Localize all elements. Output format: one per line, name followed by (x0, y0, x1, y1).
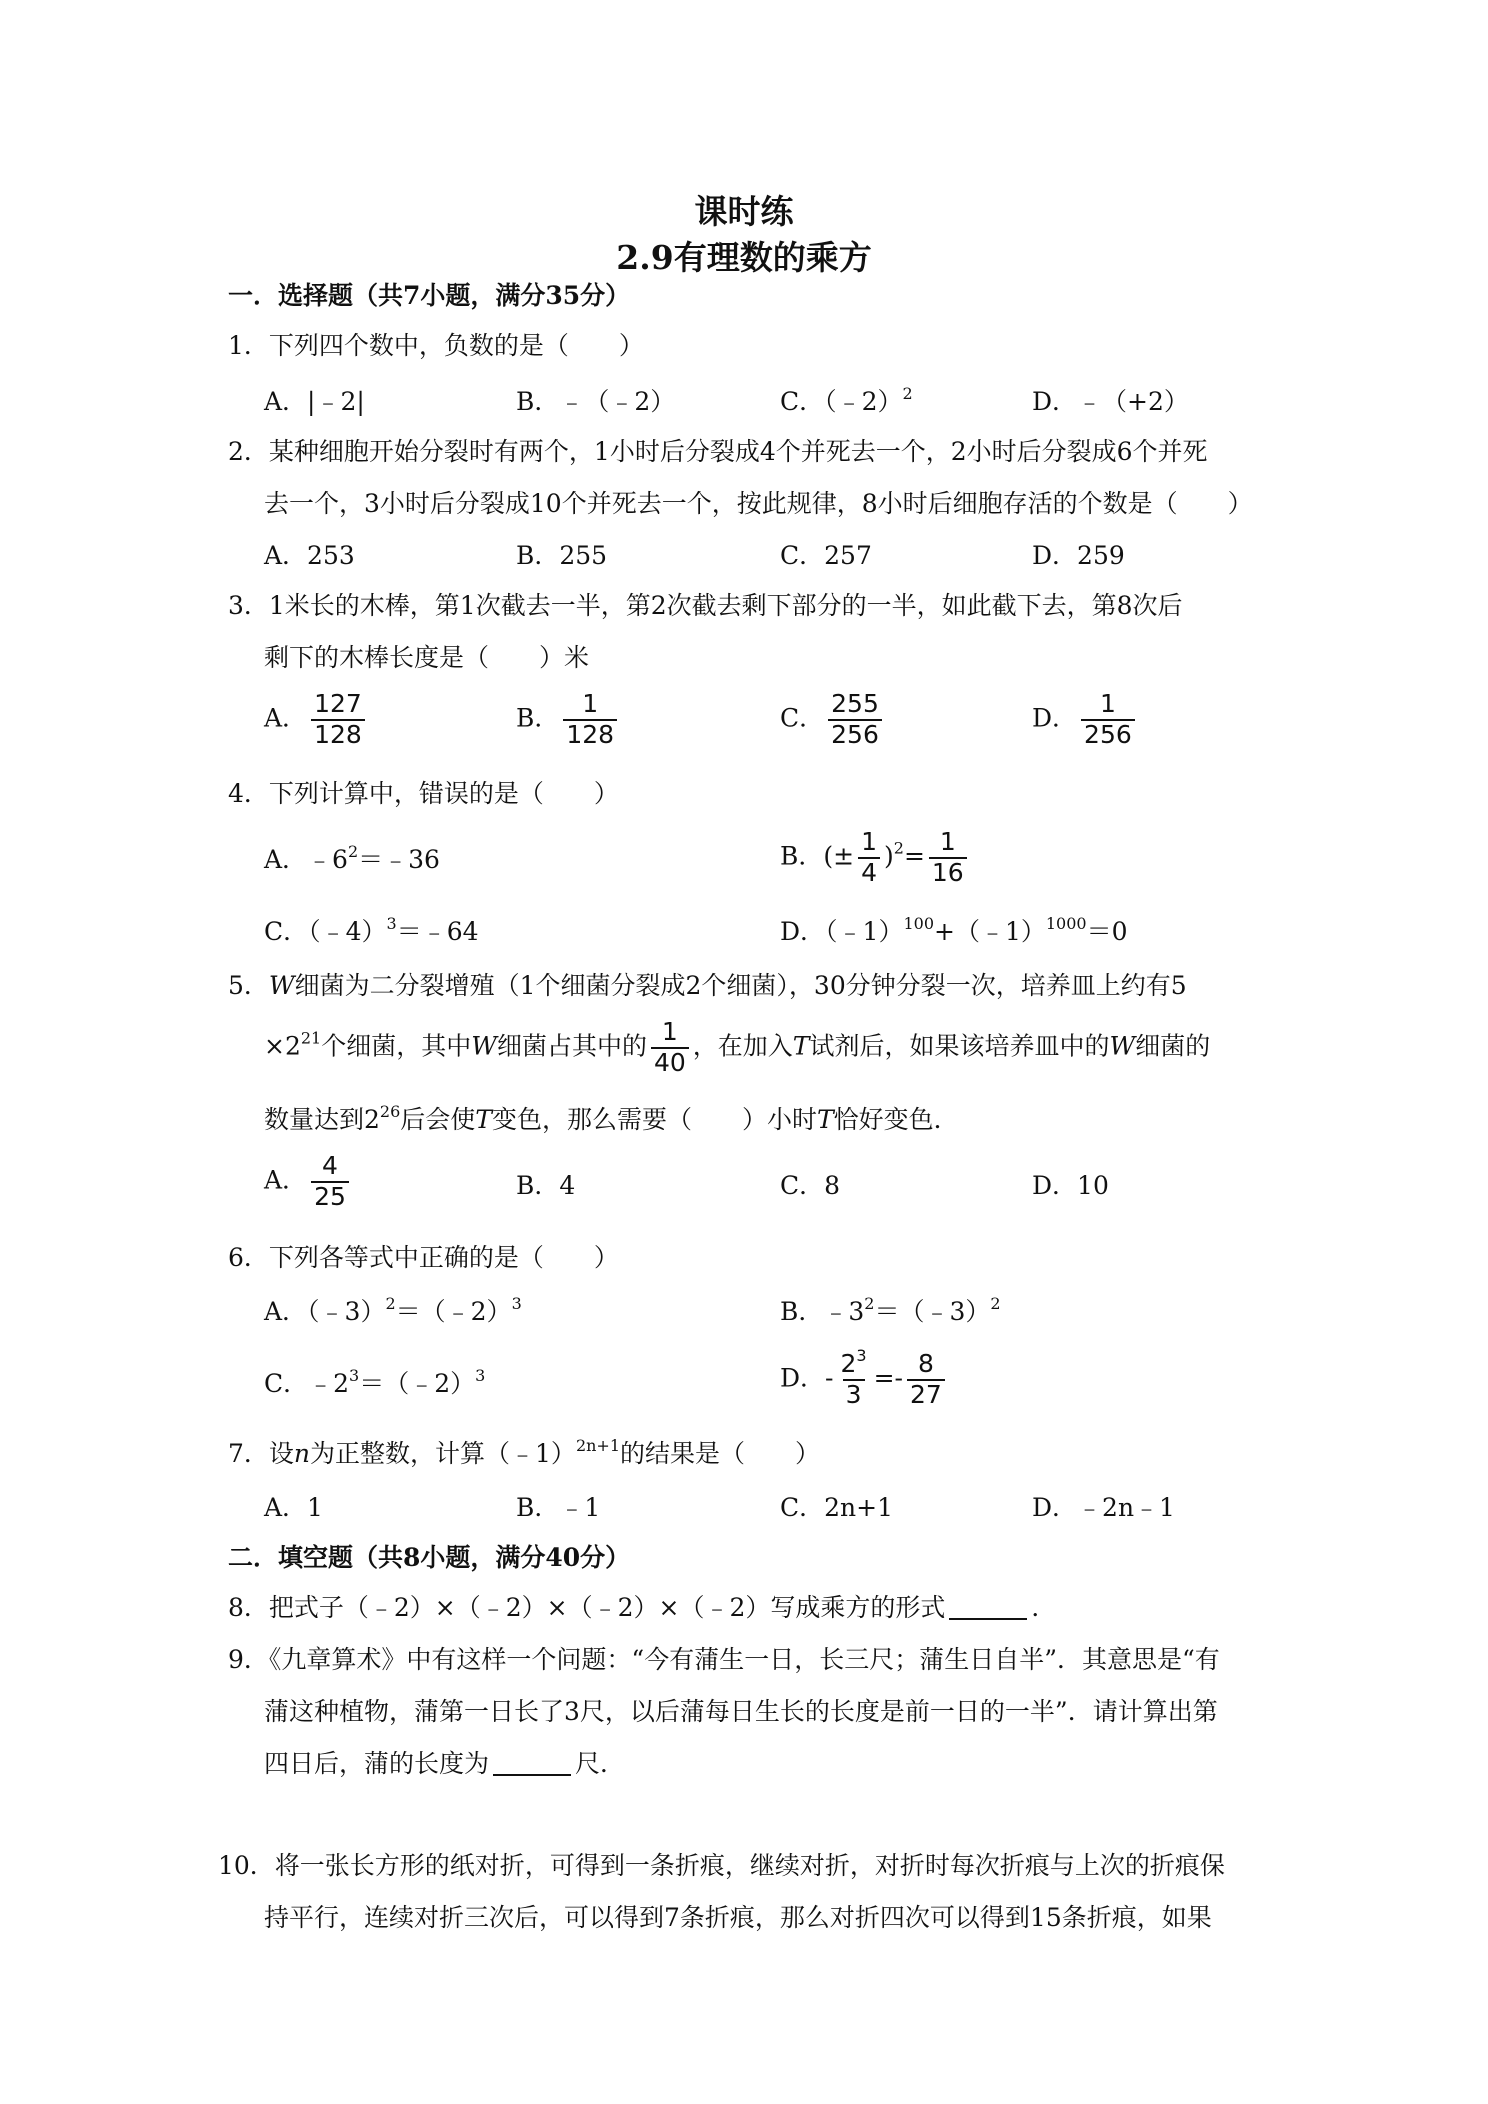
question-2-line2: 去一个，3小时后分裂成10个并死去一个，按此规律，8小时后细胞存活的个数是（ ） (264, 489, 1253, 518)
answer-blank (493, 1774, 571, 1776)
q5-option-a: A． $\frac{4}{25}$ (264, 1152, 353, 1212)
question-10-line1: 10．将一张长方形的纸对折，可得到一条折痕，继续对折，对折时每次折痕与上次的折痕保 (218, 1851, 1225, 1880)
answer-blank (949, 1618, 1027, 1620)
q4-option-c: C．（﹣4）$^3$＝﹣64 (264, 914, 479, 946)
page-subtitle: 2.9有理数的乘方 (616, 238, 872, 277)
q1-option-a: A．|﹣2| (264, 387, 365, 416)
q5-option-c: C．8 (780, 1171, 841, 1200)
fraction: $\frac{127}{128}$ (311, 690, 365, 750)
question-9-line2: 蒲这种植物，蒲第一日长了3尺，以后蒲每日生长的长度是前一日的一半”．请计算出第 (264, 1697, 1218, 1726)
section-heading-choice: 一．选择题（共7小题，满分35分） (228, 281, 631, 310)
fraction: $\frac{8}{27}$ (907, 1350, 945, 1410)
question-5-line1: 5．W细菌为二分裂增殖（1个细菌分裂成2个细菌），30分钟分裂一次，培养皿上约有5 (228, 971, 1187, 1000)
q1-option-b: B．﹣（﹣2） (516, 387, 676, 416)
fraction: $\frac{2^3}{3}$ (840, 1346, 867, 1409)
q6-option-d: D．- $\frac{2^3}{3}$ =- $\frac{8}{27}$ (780, 1350, 949, 1410)
q2-option-b: B．255 (516, 541, 608, 570)
question-3-line2: 剩下的木棒长度是（ ）米 (264, 643, 590, 672)
question-10-line2: 持平行，连续对折三次后，可以得到7条折痕，那么对折四次可以得到15条折痕，如果 (264, 1903, 1212, 1932)
q3-option-d: D． $\frac{1}{256}$ (1032, 690, 1139, 750)
q7-option-c: C．2n+1 (780, 1493, 893, 1522)
q3-option-b: B． $\frac{1}{128}$ (516, 690, 621, 750)
fraction: $\frac{1}{40}$ (651, 1018, 689, 1078)
q3-option-a: A． $\frac{127}{128}$ (264, 690, 369, 750)
q1-option-d: D．﹣（+2） (1032, 387, 1189, 416)
q4-option-a: A．$﹣6^2=﹣36$ (264, 842, 440, 874)
question-5-line2: $\times 2^{21}$个细菌，其中W细菌占其中的 $\frac{1}{40}$ ，在加入T试剂后，如果该培养皿中的W细菌的 (264, 1017, 1211, 1077)
question-6-stem: 6．下列各等式中正确的是（ ） (228, 1243, 619, 1272)
page-title: 课时练 (694, 192, 794, 231)
q6-option-c: C．$﹣2^3=(﹣2)^3$ (264, 1366, 486, 1398)
fraction: $\frac{1}{4}$ (858, 828, 880, 888)
fraction: $\frac{1}{256}$ (1081, 690, 1135, 750)
fraction: $\frac{1}{128}$ (563, 690, 617, 750)
question-9-line1: 9．《九章算术》中有这样一个问题：“今有蒲生一日，长三尺；蒲生日自半”．其意思是“有 (228, 1645, 1220, 1674)
question-5-line3: 数量达到$2^{26}$后会使T变色，那么需要（ ）小时T恰好变色． (264, 1102, 959, 1134)
q7-option-b: B．﹣1 (516, 1493, 601, 1522)
q5-option-d: D．10 (1032, 1171, 1109, 1200)
q3-option-c: C． $\frac{255}{256}$ (780, 690, 886, 750)
fraction: $\frac{4}{25}$ (311, 1152, 349, 1212)
q6-option-b: B．$﹣3^2=(﹣3)^2$ (780, 1294, 1001, 1326)
fraction: $\frac{255}{256}$ (828, 690, 882, 750)
q2-option-d: D．259 (1032, 541, 1125, 570)
q4-option-d: D．（﹣1）$^{100}$+（﹣1）$^{1000}$＝0 (780, 914, 1128, 946)
fraction: $\frac{1}{16}$ (929, 828, 967, 888)
q1-option-c: C．（﹣2）$^2$ (780, 384, 913, 416)
question-8-stem: 8．把式子（﹣2）×（﹣2）×（﹣2）×（﹣2）写成乘方的形式 ． (228, 1593, 1057, 1622)
question-9-line3: 四日后，蒲的长度为 尺． (264, 1749, 626, 1778)
question-3-line1: 3．1米长的木棒，第1次截去一半，第2次截去剩下部分的一半，如此截下去，第8次后 (228, 591, 1183, 620)
q2-option-c: C．257 (780, 541, 872, 570)
q7-option-a: A．1 (264, 1493, 323, 1522)
section-heading-fill: 二．填空题（共8小题，满分40分） (228, 1543, 631, 1572)
q7-option-d: D．﹣2n﹣1 (1032, 1493, 1175, 1522)
q4-option-b: B．(± $\frac{1}{4}$ )$^2$= $\frac{1}{16}$ (780, 828, 971, 888)
q5-option-b: B．4 (516, 1171, 576, 1200)
question-4-stem: 4．下列计算中，错误的是（ ） (228, 779, 619, 808)
question-2-line1: 2．某种细胞开始分裂时有两个，1小时后分裂成4个并死去一个，2小时后分裂成6个并死 (228, 437, 1208, 466)
question-1-stem: 1．下列四个数中，负数的是（ ） (228, 331, 644, 360)
q6-option-a: A．（﹣3）$^2$＝（﹣2）$^3$ (264, 1294, 522, 1326)
question-7-stem: 7．设n为正整数，计算（﹣1）$^{2n+1}$的结果是（ ） (228, 1436, 821, 1468)
q2-option-a: A．253 (264, 541, 355, 570)
